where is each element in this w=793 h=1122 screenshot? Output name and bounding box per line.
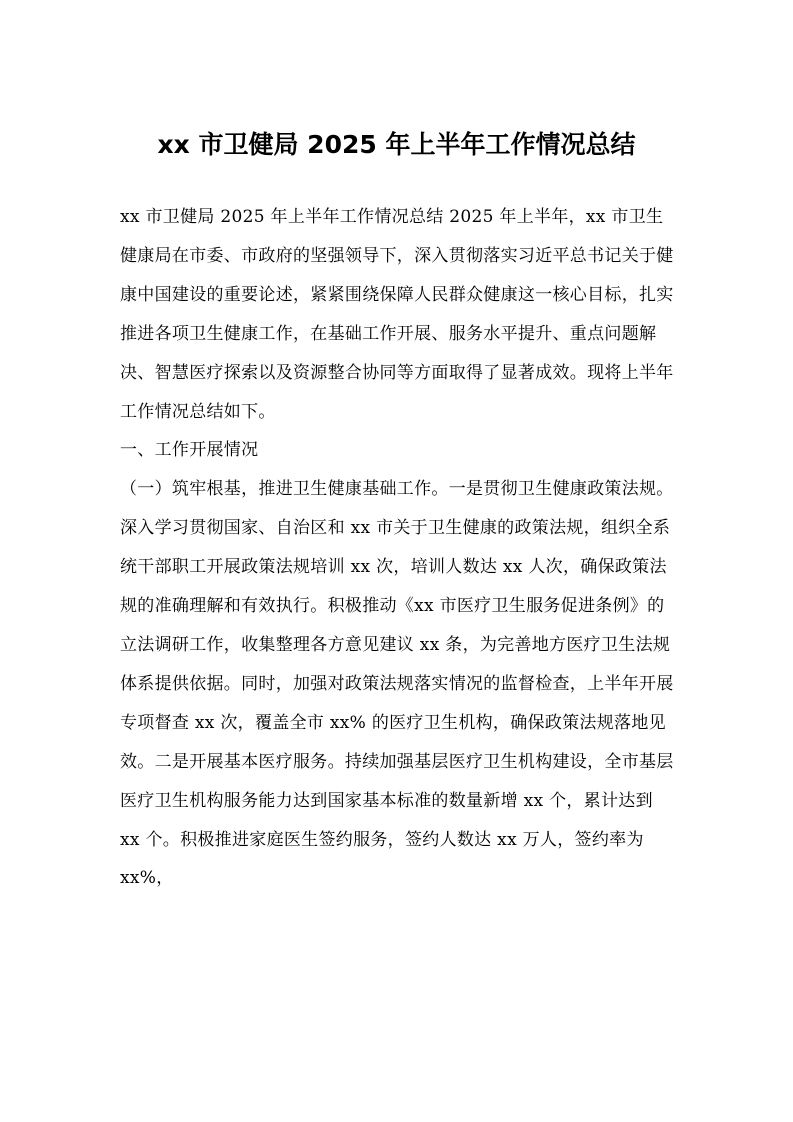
section-heading: 一、工作开展情况 <box>120 440 259 461</box>
intro-paragraph: xx 市卫健局 2025 年上半年工作情况总结 2025 年上半年，xx 市卫生健康局在市委、市政府的坚强领导下，深入贯彻落实习近平总书记关于健康中国建设的重要论述，紧紧围绕保障人民群众健康这一核心目标，扎实推进各项卫生健康工作，在基础工作开展、服务水平提升、重点问题解决、智慧医疗探索以及资源整合协同等方面取得了显著成效。现将上半年工作情况总结如下。 <box>120 207 674 422</box>
document-title: xx 市卫健局 2025 年上半年工作情况总结 <box>157 130 636 159</box>
document-body <box>120 198 676 898</box>
body-paragraph: （一）筑牢根基，推进卫生健康基础工作。一是贯彻卫生健康政策法规。深入学习贯彻国家、自治区和 xx 市关于卫生健康的政策法规，组织全系统干部职工开展政策法规培训 xx 次，培训人数达 xx 人次，确保政策法规的准确理解和有效执行。积极推动《xx 市医疗卫生服务促进条例》的立法调研工作，收集整理各方意见建议 xx 条，为完善地方医疗卫生法规体系提供依据。同时，加强对政策法规落实情况的监督检查，上半年开展专项督查 xx 次，覆盖全市 xx% 的医疗卫生机构，确保政策法规落地见效。二是开展基本医疗服务。持续加强基层医疗卫生机构建设，全市基层医疗卫生机构服务能力达到国家基本标准的数量新增 xx 个，累计达到 xx 个。积极推进家庭医生签约服务，签约人数达 xx 万人，签约率为 xx%， <box>120 479 674 889</box>
